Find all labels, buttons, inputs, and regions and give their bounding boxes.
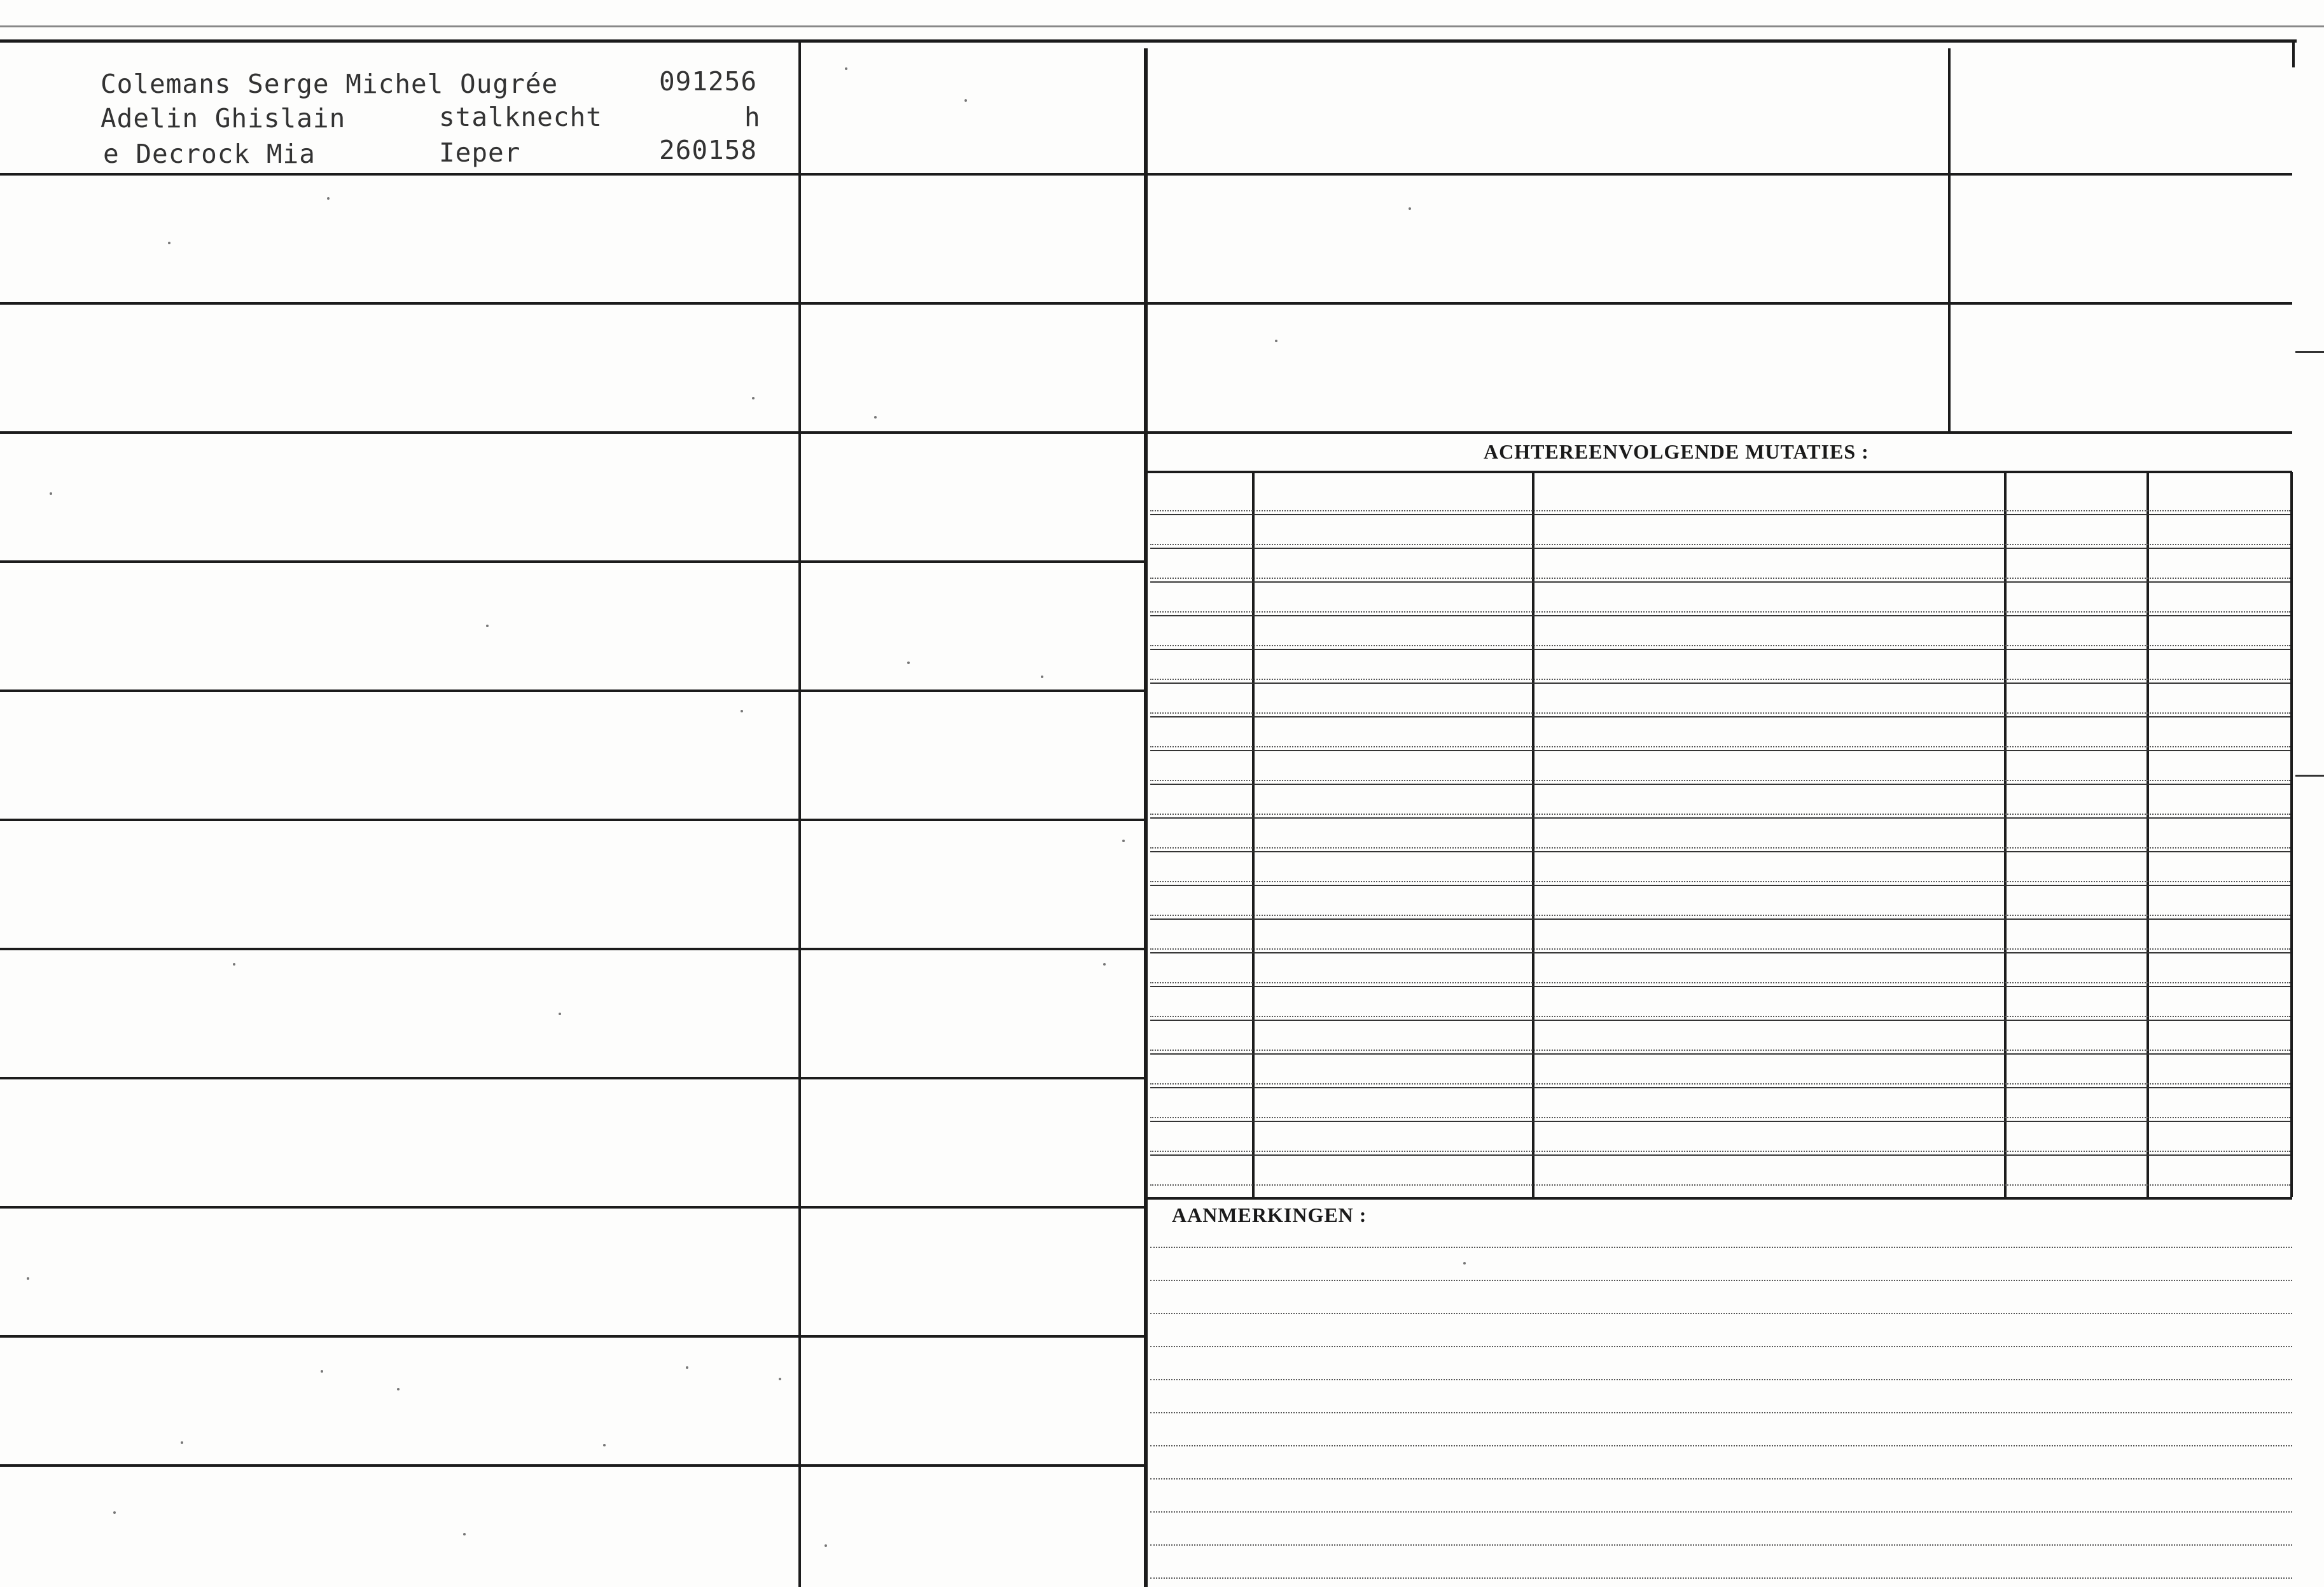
mutations-dotted-line — [1150, 1184, 2290, 1186]
mutations-dotted-line — [1150, 915, 2290, 916]
mutations-dotted-line — [1150, 1117, 2290, 1118]
mutations-row-line — [1150, 581, 2290, 583]
record-code: h — [744, 102, 761, 132]
left-row-line — [0, 173, 1145, 176]
scan-speck — [113, 1511, 116, 1514]
mutations-col-line — [1252, 472, 1255, 1197]
left-row-line — [0, 948, 1145, 950]
mutations-row-line — [1150, 817, 2290, 819]
mutations-row-line — [1150, 918, 2290, 920]
scan-speck — [321, 1370, 323, 1373]
scan-speck — [779, 1378, 781, 1380]
record-given-names: Adelin Ghislain — [101, 103, 346, 134]
scan-speck — [686, 1366, 688, 1369]
remarks-dotted-line — [1150, 1478, 2292, 1480]
left-row-line — [0, 431, 1145, 434]
record-spouse-number: 260158 — [659, 135, 758, 165]
mutations-dotted-line — [1150, 611, 2290, 613]
mutations-dotted-line — [1150, 1083, 2290, 1085]
mutations-dotted-line — [1150, 1050, 2290, 1051]
remarks-dotted-line — [1150, 1445, 2292, 1446]
left-row-line — [0, 1077, 1145, 1079]
mutations-dotted-line — [1150, 578, 2290, 579]
mutations-row-line — [1150, 851, 2290, 852]
right-edge — [2292, 42, 2295, 67]
scan-speck — [486, 625, 489, 627]
remarks-dotted-line — [1150, 1412, 2292, 1413]
mutations-row-line — [1150, 1053, 2290, 1055]
remarks-dotted-line — [1150, 1313, 2292, 1314]
scan-speck — [327, 197, 330, 200]
record-place: Ieper — [439, 137, 521, 168]
scan-speck — [397, 1388, 400, 1390]
left-column-divider — [798, 42, 801, 1587]
mutations-row-line — [1150, 952, 2290, 953]
right-margin-tick-2 — [2295, 775, 2324, 777]
scan-speck — [1409, 207, 1411, 210]
mutations-dotted-line — [1150, 712, 2290, 714]
scan-speck — [1275, 340, 1277, 342]
remarks-dotted-line — [1150, 1544, 2292, 1546]
scan-speck — [27, 1277, 29, 1280]
left-row-line — [0, 1464, 1145, 1467]
remarks-dotted-line — [1150, 1511, 2292, 1513]
mutations-row-line — [1150, 514, 2290, 515]
top-border — [0, 39, 2297, 43]
top-scan-edge — [0, 25, 2324, 27]
remarks-dotted-line — [1150, 1379, 2292, 1380]
record-occupation: stalknecht — [439, 102, 602, 132]
mutations-row-line — [1150, 750, 2290, 751]
scan-speck — [752, 397, 755, 399]
scan-speck — [463, 1533, 466, 1535]
right-upper-divider — [1948, 48, 1951, 432]
scan-speck — [874, 416, 877, 419]
left-row-line — [0, 302, 1145, 305]
scan-speck — [1041, 676, 1043, 678]
mutations-col-line — [2004, 472, 2007, 1197]
remarks-dotted-line — [1150, 1577, 2292, 1579]
left-row-line — [0, 1335, 1145, 1338]
right-upper-row-line — [1146, 302, 2292, 305]
remarks-header: AANMERKINGEN : — [1172, 1203, 1367, 1226]
right-upper-row-line — [1146, 431, 2292, 434]
mutations-dotted-line — [1150, 847, 2290, 849]
mutations-row-line — [1150, 548, 2290, 549]
left-row-line — [0, 819, 1145, 821]
center-divider — [1144, 48, 1148, 1587]
record-name: Colemans Serge Michel Ougrée — [101, 69, 559, 99]
mutations-dotted-line — [1150, 510, 2290, 511]
right-upper-row-line — [1146, 173, 2292, 176]
scan-speck — [1122, 840, 1125, 842]
left-row-line — [0, 690, 1145, 692]
mutations-dotted-line — [1150, 948, 2290, 950]
scan-speck — [1463, 1262, 1466, 1265]
mutations-dotted-line — [1150, 746, 2290, 747]
mutations-dotted-line — [1150, 645, 2290, 646]
left-row-line — [0, 560, 1145, 563]
mutations-dotted-line — [1150, 780, 2290, 781]
mutations-row-line — [1150, 683, 2290, 684]
mutations-top-line — [1146, 471, 2292, 473]
right-margin-tick-1 — [2295, 351, 2324, 353]
scan-speck — [168, 242, 170, 244]
scan-speck — [741, 710, 743, 712]
mutations-row-line — [1150, 615, 2290, 616]
mutations-row-line — [1150, 1154, 2290, 1156]
mutations-row-line — [1150, 1121, 2290, 1122]
mutations-col-line — [1532, 472, 1534, 1197]
remarks-dotted-line — [1150, 1346, 2292, 1347]
mutations-row-line — [1150, 784, 2290, 785]
mutations-right-edge — [2290, 472, 2293, 1197]
scan-speck — [845, 67, 847, 70]
scan-speck — [603, 1444, 606, 1446]
mutations-dotted-line — [1150, 982, 2290, 983]
scan-speck — [907, 662, 910, 664]
mutations-row-line — [1150, 1087, 2290, 1088]
mutations-dotted-line — [1150, 881, 2290, 882]
mutations-dotted-line — [1150, 814, 2290, 815]
mutations-dotted-line — [1150, 1151, 2290, 1152]
mutations-row-line — [1150, 649, 2290, 650]
mutations-row-line — [1150, 1020, 2290, 1021]
scan-speck — [233, 963, 235, 966]
mutations-dotted-line — [1150, 544, 2290, 545]
remarks-top-line — [1146, 1197, 2292, 1200]
record-spouse: e Decrock Mia — [103, 139, 316, 169]
mutations-row-line — [1150, 885, 2290, 886]
mutations-header: ACHTEREENVOLGENDE MUTATIES : — [1484, 440, 1869, 463]
mutations-dotted-line — [1150, 679, 2290, 680]
mutations-row-line — [1150, 716, 2290, 717]
scan-speck — [50, 492, 52, 495]
scan-speck — [825, 1544, 827, 1547]
record-birth-number: 091256 — [659, 66, 758, 97]
mutations-dotted-line — [1150, 1016, 2290, 1017]
scan-speck — [1103, 963, 1106, 966]
left-row-line — [0, 1206, 1145, 1209]
mutations-col-line — [2147, 472, 2149, 1197]
scan-speck — [964, 99, 967, 102]
mutations-row-line — [1150, 986, 2290, 987]
remarks-dotted-line — [1150, 1280, 2292, 1281]
scan-speck — [181, 1441, 183, 1444]
remarks-dotted-line — [1150, 1247, 2292, 1248]
scan-speck — [559, 1013, 561, 1015]
